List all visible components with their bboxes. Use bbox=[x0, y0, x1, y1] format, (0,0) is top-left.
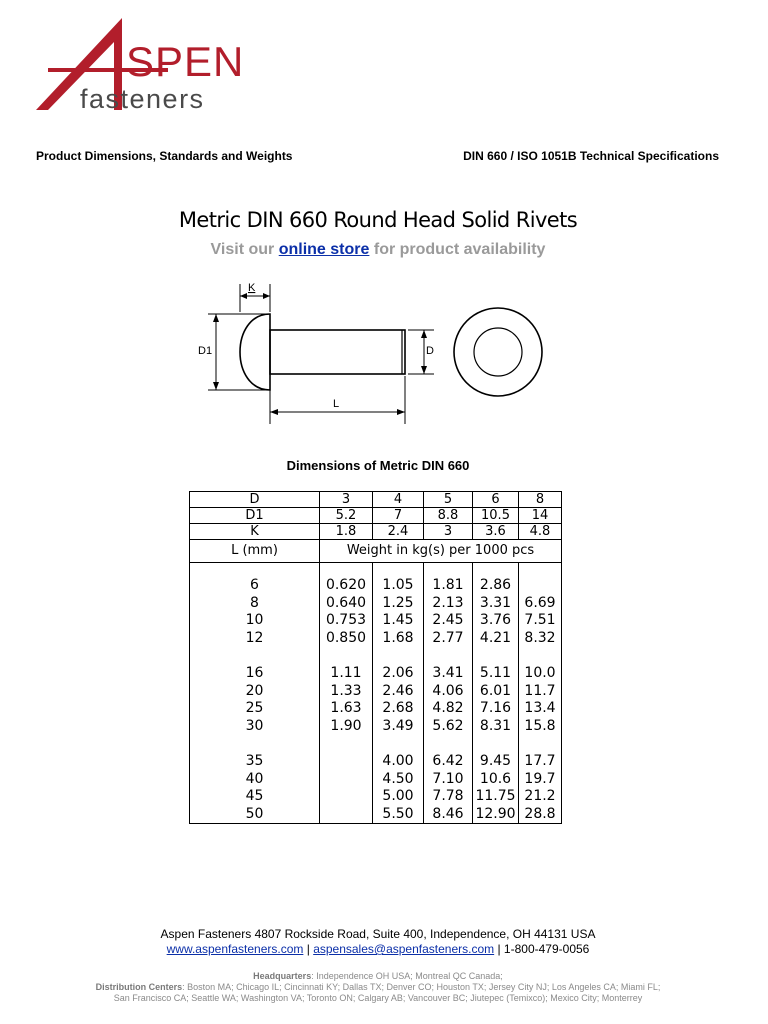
headquarters-line bbox=[0, 971, 756, 981]
weight-value: 13.4 bbox=[524, 700, 556, 716]
k-value: 3.6 bbox=[473, 524, 519, 540]
weight-value: 5.50 bbox=[382, 805, 414, 822]
weight-value: 4.50 bbox=[382, 770, 414, 787]
weight-value: 3.41 bbox=[432, 665, 464, 681]
table-row-weight-header bbox=[190, 540, 562, 563]
group-spacer bbox=[519, 735, 561, 753]
length-value: 6 bbox=[250, 577, 259, 593]
d1-value: 5.2 bbox=[320, 508, 373, 524]
group-spacer bbox=[190, 647, 319, 665]
length-value: 25 bbox=[245, 700, 264, 716]
k-value: 1.8 bbox=[320, 524, 373, 540]
headquarters-label: Headquarters bbox=[253, 971, 312, 981]
weight-column-d3 bbox=[320, 563, 373, 824]
d-value: 8 bbox=[519, 492, 562, 508]
dim-label-d: D bbox=[426, 345, 434, 357]
table-row-d1 bbox=[190, 508, 562, 524]
weight-value: 2.68 bbox=[382, 700, 414, 716]
footer-separator: | bbox=[306, 942, 310, 956]
weight-value: 1.05 bbox=[382, 577, 414, 593]
weight-value: 3.49 bbox=[382, 717, 414, 734]
aspen-fasteners-logo[interactable] bbox=[30, 14, 260, 114]
weight-value: 2.46 bbox=[382, 682, 414, 699]
d1-value: 8.8 bbox=[424, 508, 473, 524]
weight-value: 7.16 bbox=[479, 700, 512, 716]
dim-label-k: K bbox=[248, 282, 256, 294]
weight-value bbox=[320, 806, 372, 824]
distribution-label: Distribution Centers bbox=[95, 982, 183, 992]
d-value: 5 bbox=[424, 492, 473, 508]
weight-value: 4.00 bbox=[382, 753, 414, 769]
table-row-weights bbox=[190, 563, 562, 824]
group-spacer bbox=[424, 647, 472, 665]
header-left-text: Product Dimensions, Standards and Weights bbox=[36, 149, 293, 163]
website-link[interactable]: www.aspenfasteners.com bbox=[166, 942, 304, 956]
rivet-shank bbox=[270, 330, 405, 374]
group-spacer bbox=[473, 647, 518, 665]
row-label-d: D bbox=[190, 492, 320, 508]
length-value: 45 bbox=[245, 788, 264, 804]
weight-value: 12.90 bbox=[475, 805, 516, 822]
weight-value: 3.31 bbox=[479, 594, 512, 611]
weight-value: 5.62 bbox=[432, 717, 464, 734]
weight-header: Weight in kg(s) per 1000 pcs bbox=[320, 540, 562, 563]
page-title: Metric DIN 660 Round Head Solid Rivets bbox=[178, 208, 578, 232]
d1-value: 14 bbox=[519, 508, 562, 524]
weight-value: 7.51 bbox=[524, 612, 556, 628]
distribution-line-2: San Francisco CA; Seattle WA; Washington VA; Toronto ON; Calgary AB; Vancouver BC; Jiutepec (Temixco); Mexico City; Monterrey bbox=[113, 993, 643, 1003]
weight-value: 19.7 bbox=[524, 770, 556, 787]
length-value: 12 bbox=[245, 629, 264, 646]
k-value: 2.4 bbox=[373, 524, 424, 540]
table-caption: Dimensions of Metric DIN 660 bbox=[286, 458, 470, 473]
store-prompt-suffix: for product availability bbox=[373, 241, 546, 258]
weight-value: 0.640 bbox=[325, 594, 367, 611]
logo-word-fasteners: fasteners bbox=[80, 84, 205, 114]
k-value: 4.8 bbox=[519, 524, 562, 540]
weight-value: 28.8 bbox=[524, 805, 556, 822]
weight-value: 1.45 bbox=[382, 612, 414, 628]
row-label-k: K bbox=[190, 524, 320, 540]
length-value: 40 bbox=[245, 770, 264, 787]
weight-value: 5.00 bbox=[382, 788, 414, 804]
group-spacer bbox=[519, 647, 561, 665]
store-prompt bbox=[0, 241, 756, 259]
length-value: 30 bbox=[245, 717, 264, 734]
weight-column-d6 bbox=[473, 563, 519, 824]
weight-value: 9.45 bbox=[479, 753, 512, 769]
length-value: 50 bbox=[245, 805, 264, 822]
footer-address: Aspen Fasteners 4807 Rockside Road, Suite 400, Independence, OH 44131 USA bbox=[160, 927, 596, 941]
distribution-line bbox=[0, 982, 756, 992]
weight-value: 1.63 bbox=[330, 700, 362, 716]
weight-value bbox=[320, 771, 372, 789]
dimensions-table bbox=[189, 491, 562, 824]
logo-word-spen: SPEN bbox=[126, 38, 245, 85]
weight-value: 4.21 bbox=[479, 629, 512, 646]
weight-value bbox=[519, 577, 561, 595]
weight-value: 4.82 bbox=[432, 700, 464, 716]
weight-column-d8 bbox=[519, 563, 562, 824]
weight-value: 6.42 bbox=[432, 753, 464, 769]
weight-value: 2.06 bbox=[382, 665, 414, 681]
length-value: 20 bbox=[245, 682, 264, 699]
weight-value: 1.11 bbox=[330, 665, 362, 681]
store-prompt-prefix: Visit our bbox=[210, 241, 275, 258]
weight-value: 11.7 bbox=[524, 682, 556, 699]
weight-value: 17.7 bbox=[524, 753, 556, 769]
weight-value: 1.25 bbox=[382, 594, 414, 611]
weight-value: 6.69 bbox=[524, 594, 556, 611]
weight-value: 6.01 bbox=[479, 682, 512, 699]
weight-value: 5.11 bbox=[479, 665, 512, 681]
weight-value: 3.76 bbox=[479, 612, 512, 628]
headquarters-text: : Independence OH USA; Montreal QC Canada; bbox=[311, 971, 503, 981]
weight-value: 10.0 bbox=[524, 665, 556, 681]
weight-value: 8.46 bbox=[432, 805, 464, 822]
weight-value: 1.90 bbox=[330, 717, 362, 734]
email-link[interactable]: aspensales@aspenfasteners.com bbox=[313, 942, 495, 956]
row-label-d1: D1 bbox=[190, 508, 320, 524]
k-value: 3 bbox=[424, 524, 473, 540]
weight-value: 2.86 bbox=[479, 577, 512, 593]
distribution-text: : Boston MA; Chicago IL; Cincinnati KY; Dallas TX; Denver CO; Houston TX; Jersey City NJ; Los Angeles CA; Miami FL; bbox=[182, 982, 661, 992]
weight-value: 0.620 bbox=[325, 577, 367, 593]
weight-value: 8.32 bbox=[524, 629, 556, 646]
length-column bbox=[190, 563, 320, 824]
weight-value: 4.06 bbox=[432, 682, 464, 699]
d-value: 3 bbox=[320, 492, 373, 508]
weight-value: 1.68 bbox=[382, 629, 414, 646]
online-store-link[interactable]: online store bbox=[278, 241, 370, 258]
weight-value: 7.78 bbox=[432, 788, 464, 804]
weight-column-d4 bbox=[373, 563, 424, 824]
length-value: 35 bbox=[245, 753, 264, 769]
weight-value: 1.33 bbox=[330, 682, 362, 699]
weight-value: 0.753 bbox=[325, 612, 367, 628]
d-value: 4 bbox=[373, 492, 424, 508]
group-spacer bbox=[320, 735, 372, 753]
weight-value: 0.850 bbox=[325, 629, 367, 646]
group-spacer bbox=[424, 735, 472, 753]
weight-column-d5 bbox=[424, 563, 473, 824]
row-label-length: L (mm) bbox=[190, 540, 320, 563]
footer-links bbox=[0, 942, 756, 956]
rivet-end-view-inner bbox=[474, 328, 522, 376]
dim-label-l: L bbox=[333, 398, 340, 410]
group-spacer bbox=[190, 735, 319, 753]
table-row-d bbox=[190, 492, 562, 508]
weight-value: 2.13 bbox=[432, 594, 464, 611]
group-spacer bbox=[373, 647, 423, 665]
weight-value: 21.2 bbox=[524, 788, 556, 804]
weight-value: 10.6 bbox=[479, 770, 512, 787]
weight-value bbox=[320, 753, 372, 771]
d-value: 6 bbox=[473, 492, 519, 508]
length-value: 16 bbox=[245, 665, 264, 681]
length-value: 8 bbox=[250, 594, 259, 611]
weight-value: 15.8 bbox=[524, 717, 556, 734]
d1-value: 10.5 bbox=[473, 508, 519, 524]
footer-phone: | 1-800-479-0056 bbox=[497, 942, 590, 956]
table-row-k bbox=[190, 524, 562, 540]
header-right-text: DIN 660 / ISO 1051B Technical Specifications bbox=[463, 149, 719, 163]
weight-value: 8.31 bbox=[479, 717, 512, 734]
weight-value: 7.10 bbox=[432, 770, 464, 787]
weight-value: 2.77 bbox=[432, 629, 464, 646]
rivet-end-view-outer bbox=[454, 308, 542, 396]
d1-value: 7 bbox=[373, 508, 424, 524]
group-spacer bbox=[373, 735, 423, 753]
group-spacer bbox=[473, 735, 518, 753]
weight-value: 1.81 bbox=[432, 577, 464, 593]
rivet-diagram bbox=[190, 276, 560, 428]
length-value: 10 bbox=[245, 612, 264, 628]
rivet-head bbox=[240, 314, 270, 390]
group-spacer bbox=[320, 647, 372, 665]
weight-value: 11.75 bbox=[475, 788, 516, 804]
weight-value: 2.45 bbox=[432, 612, 464, 628]
dim-label-d1: D1 bbox=[198, 345, 213, 357]
weight-value bbox=[320, 788, 372, 806]
